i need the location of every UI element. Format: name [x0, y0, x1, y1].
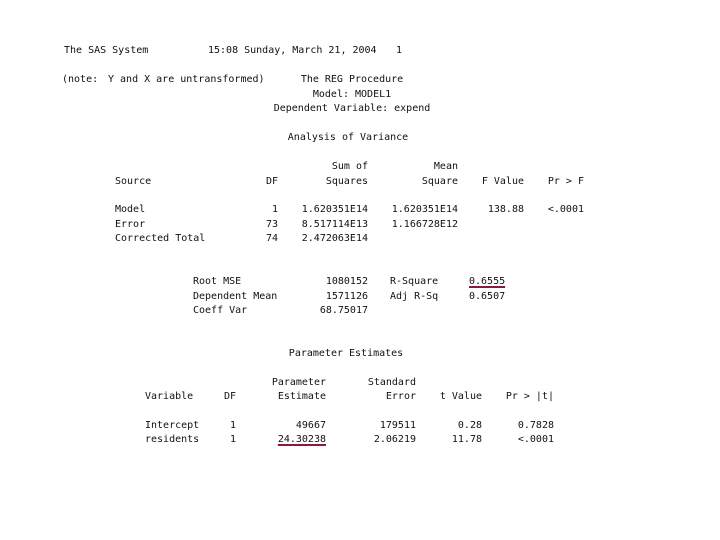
dependent-variable: Dependent Variable: expend: [273, 103, 431, 114]
params-row-t-value: 11.78: [451, 434, 482, 445]
anova-row-ms: 1.620351E14: [391, 204, 458, 215]
anova-header-ss-bottom: Squares: [325, 176, 368, 187]
anova-header-ms-top: Mean: [433, 161, 458, 172]
params-row-p-value: <.0001: [517, 434, 554, 445]
params-row-df: 1: [229, 420, 236, 431]
params-title: Parameter Estimates: [288, 348, 404, 359]
anova-title: Analysis of Variance: [287, 132, 409, 143]
dependent-mean-label: Dependent Mean: [193, 291, 278, 302]
anova-header-p: Pr > F: [547, 176, 584, 187]
root-mse-value: 1080152: [325, 276, 368, 287]
note-text: Y and X are untransformed): [108, 74, 265, 85]
anova-row-df: 73: [265, 219, 278, 230]
coeff-var-label: Coeff Var: [193, 305, 248, 316]
anova-row-source: Corrected Total: [115, 233, 206, 244]
params-header-se-bottom: Error: [385, 391, 416, 402]
anova-header-f: F Value: [481, 176, 524, 187]
anova-row-p: <.0001: [547, 204, 584, 215]
rsquare-label: R-Square: [390, 276, 439, 287]
params-row-t-value: 0.28: [457, 420, 482, 431]
params-row-variable: residents: [145, 434, 200, 445]
anova-header-ms-bottom: Square: [421, 176, 458, 187]
procedure-title: The REG Procedure: [300, 74, 404, 85]
anova-row-source: Model: [115, 204, 146, 215]
params-header-t: t Value: [439, 391, 482, 402]
anova-row-ss: 8.517114E13: [301, 219, 368, 230]
params-header-est-top: Parameter: [271, 377, 326, 388]
coeff-var-value: 68.75017: [319, 305, 368, 316]
anova-row-ms: 1.166728E12: [391, 219, 458, 230]
anova-header-source: Source: [115, 176, 152, 187]
anova-header-df: DF: [265, 176, 278, 187]
adj-rsquare-value: 0.6507: [469, 291, 506, 302]
params-header-se-top: Standard: [367, 377, 416, 388]
params-header-df: DF: [223, 391, 236, 402]
params-header-est-bottom: Estimate: [277, 391, 326, 402]
page-number: 1: [396, 45, 403, 56]
params-row-estimate: 49667: [295, 420, 326, 431]
anova-row-df: 1: [271, 204, 278, 215]
params-header-p: Pr > |t|: [505, 391, 554, 402]
rsquare-value: 0.6555: [469, 276, 506, 287]
anova-row-source: Error: [115, 219, 146, 230]
params-header-variable: Variable: [145, 391, 194, 402]
residents-estimate-highlight: 24.30238: [277, 434, 326, 445]
params-row-estimate: [256, 434, 326, 446]
anova-row-ss: 2.472063E14: [301, 233, 368, 244]
anova-row-df: 74: [265, 233, 278, 244]
dependent-mean-value: 1571126: [325, 291, 368, 302]
anova-row-f: 138.88: [487, 204, 524, 215]
anova-row-ss: 1.620351E14: [301, 204, 368, 215]
model-name: Model: MODEL1: [312, 89, 392, 100]
root-mse-label: Root MSE: [193, 276, 242, 287]
note-label: (note:: [62, 74, 99, 85]
params-row-std-error: 179511: [379, 420, 416, 431]
adj-rsquare-label: Adj R-Sq: [390, 291, 439, 302]
anova-header-ss-top: Sum of: [331, 161, 368, 172]
system-title: The SAS System: [64, 45, 149, 56]
params-row-variable: Intercept: [145, 420, 200, 431]
run-timestamp: 15:08 Sunday, March 21, 2004: [208, 45, 377, 56]
params-row-df: 1: [229, 434, 236, 445]
params-row-p-value: 0.7828: [517, 420, 554, 431]
params-row-std-error: 2.06219: [373, 434, 416, 445]
